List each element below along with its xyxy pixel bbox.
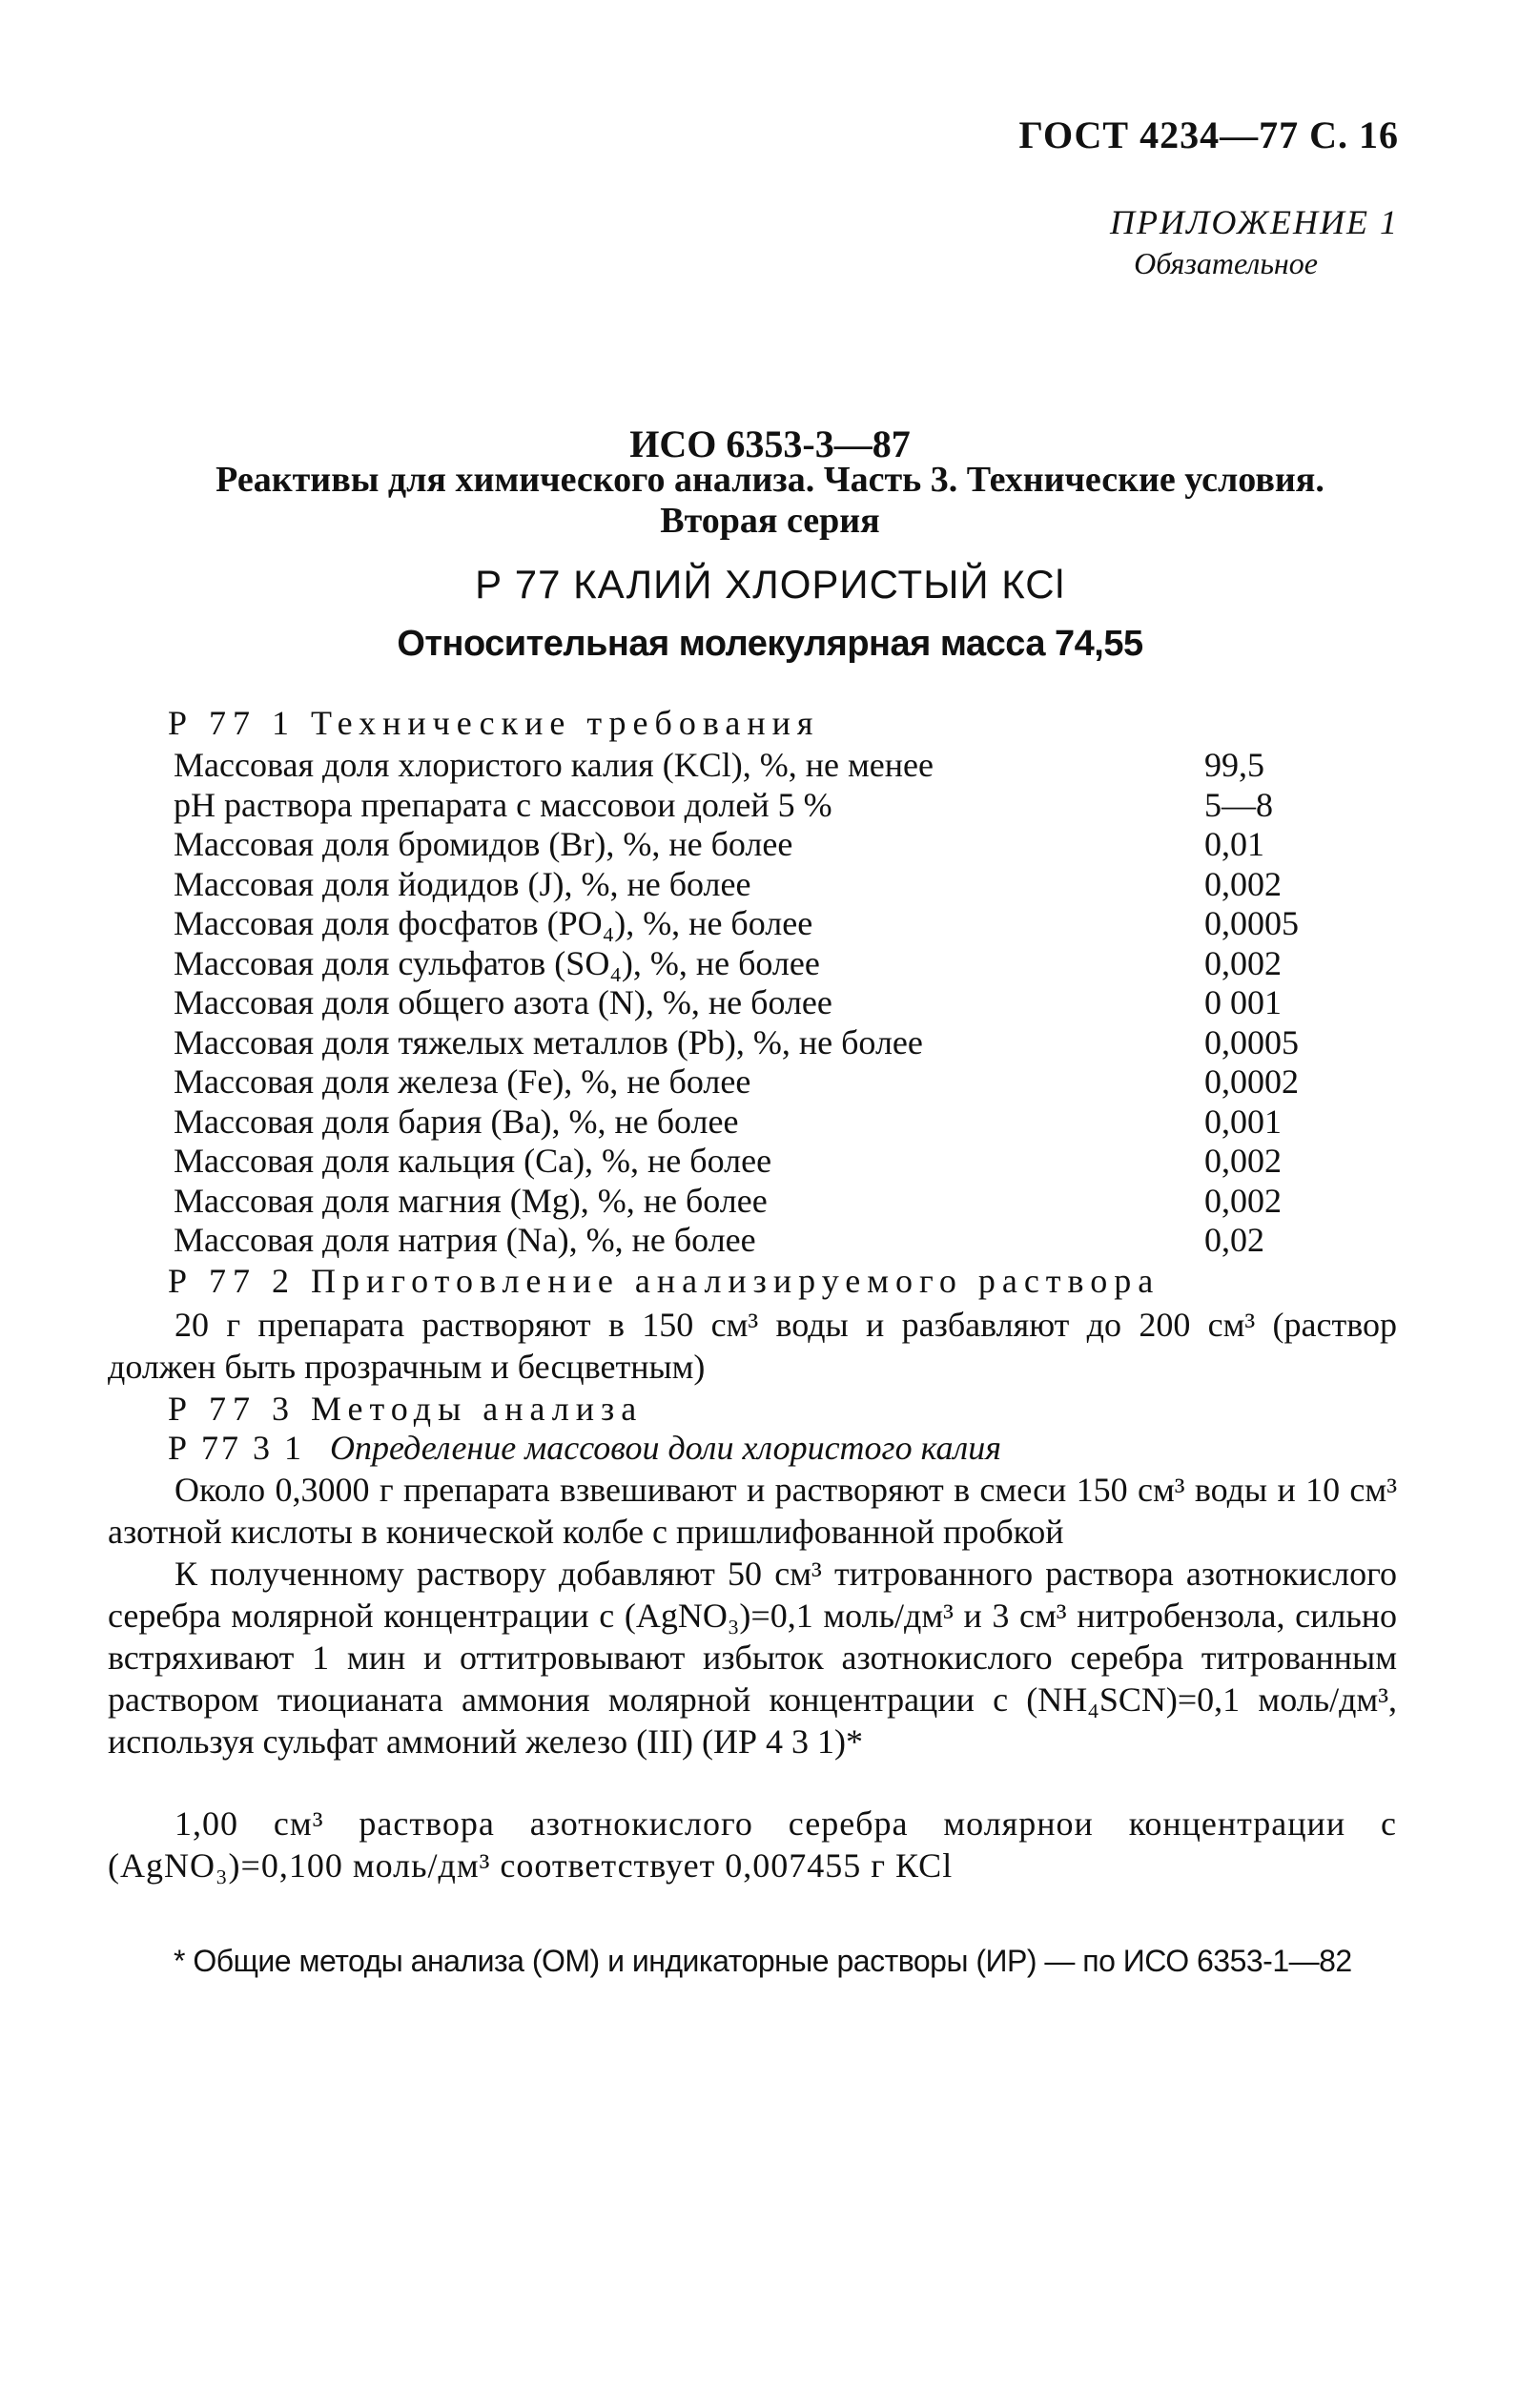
- table-row: [174, 1023, 1337, 1063]
- requirement-value: 0,0005: [1204, 1022, 1299, 1062]
- requirement-value: 0,001: [1204, 1102, 1282, 1141]
- iso-series: Вторая серия: [660, 501, 880, 541]
- requirement-value: 0,002: [1204, 1142, 1282, 1180]
- table-row: [174, 1182, 1337, 1222]
- requirements-table: [174, 746, 1337, 1261]
- requirement-name: Массовая доля бария (Ba), %, не более: [174, 1102, 739, 1141]
- requirement-name: Массовая доля йодидов (J), %, не более: [174, 864, 751, 903]
- requirement-name: Массовая доля фосфатов (PO₄), %, не более: [174, 904, 813, 942]
- footnote: * Общие методы анализа (ОМ) и индикаторные растворы (ИР) — по ИСО 6353-1—82: [174, 1944, 1352, 1978]
- iso-code: ИСО 6353-3—87: [629, 423, 911, 465]
- table-row: [174, 983, 1337, 1023]
- requirement-name: Массовая доля натрия (Na), %, не более: [174, 1221, 756, 1259]
- method-paragraph-1: Около 0,3000 г препарата взвешивают и растворяют в смеси 150 см³ воды и 10 см³ азотной кислоты в конической колбе с пришлифованной пробкой: [108, 1471, 1397, 1551]
- iso-title: Реактивы для химического анализа. Часть 3. Технические условия.: [216, 460, 1324, 500]
- requirement-value: 0,0002: [1204, 1062, 1299, 1101]
- requirement-name: Массовая доля железа (Fe), %, не более: [174, 1062, 751, 1101]
- requirement-name: Массовая доля кальция (Ca), %, не более: [174, 1142, 772, 1180]
- requirement-value: 99,5: [1204, 746, 1264, 784]
- section-methods-heading: Р 77 3 Методы анализа: [168, 1390, 644, 1428]
- reagent-heading: Р 77 КАЛИЙ ХЛОРИСТЫЙ КСl: [475, 562, 1065, 607]
- requirement-name: Массовая доля магния (Mg), %, не более: [174, 1181, 768, 1220]
- table-row: [174, 944, 1337, 984]
- page-header: ГОСТ 4234—77 С. 16: [1018, 113, 1399, 156]
- requirement-name: Массовая доля сульфатов (SO₄), %, не более: [174, 943, 820, 982]
- requirement-value: 0,002: [1204, 864, 1282, 903]
- requirement-name: Массовая доля хлористого калия (KCl), %, не менее: [174, 746, 934, 784]
- table-row: [174, 1103, 1337, 1143]
- requirement-value: 0,01: [1204, 825, 1264, 863]
- requirement-name: Массовая доля общего азота (N), %, не более: [174, 983, 832, 1021]
- method-1-title: Определение массовои доли хлористого калия: [330, 1429, 1001, 1467]
- requirement-value: 5—8: [1204, 785, 1273, 824]
- table-row: [174, 1142, 1337, 1182]
- requirement-name: Массовая доля тяжелых металлов (Pb), %, не более: [174, 1022, 923, 1062]
- appendix-title: ПРИЛОЖЕНИЕ 1: [1110, 203, 1399, 241]
- table-row: [174, 904, 1337, 944]
- requirement-value: 0 001: [1204, 983, 1282, 1021]
- section-requirements-heading: Р 77 1 Технические требования: [168, 704, 820, 742]
- molecular-mass: Относительная молекулярная масса 74,55: [397, 624, 1143, 664]
- requirement-value: 0,002: [1204, 943, 1282, 982]
- table-row: [174, 1221, 1337, 1261]
- table-row: [174, 865, 1337, 905]
- requirement-value: 0,0005: [1204, 904, 1299, 942]
- section-preparation-heading: Р 77 2 Приготовление анализируемого раствора: [168, 1262, 1160, 1300]
- requirement-name: pH раствора препарата с массовои долей 5 %: [174, 785, 832, 824]
- preparation-paragraph: 20 г препарата растворяют в 150 см³ воды и разбавляют до 200 см³ (раствор должен быть прозрачным и бесцветным): [108, 1306, 1397, 1386]
- table-row: [174, 1062, 1337, 1103]
- table-row: [174, 786, 1337, 826]
- table-row: [174, 746, 1337, 786]
- method-1-heading: [168, 1428, 1001, 1468]
- requirement-value: 0,002: [1204, 1181, 1282, 1220]
- method-1-number: Р 77 3 1: [168, 1429, 305, 1467]
- table-row: [174, 825, 1337, 865]
- requirement-name: Массовая доля бромидов (Br), %, не более: [174, 825, 793, 863]
- requirement-value: 0,02: [1204, 1221, 1264, 1259]
- method-paragraph-2: К полученному раствору добавляют 50 см³ титрованного раствора азотнокислого серебра молярной концентрации c (AgNO₃)=0,1 моль/дм³ и 3 см³ нитробензола, сильно встряхивают 1 мин и оттитровывают избыток азотнокислого серебра титрованным раствором тиоцианата аммония молярной концентрации c (NH₄SCN)=0,1 моль/дм³, используя сульфат аммоний железо (III) (ИР 4 3 1)*: [108, 1555, 1397, 1761]
- appendix-status: Обязательное: [1134, 246, 1318, 280]
- method-paragraph-3: 1,00 см³ раствора азотнокислого серебра молярнои концентрации c (AgNO₃)=0,100 моль/дм³ соответствует 0,007455 г КСl: [108, 1804, 1397, 1885]
